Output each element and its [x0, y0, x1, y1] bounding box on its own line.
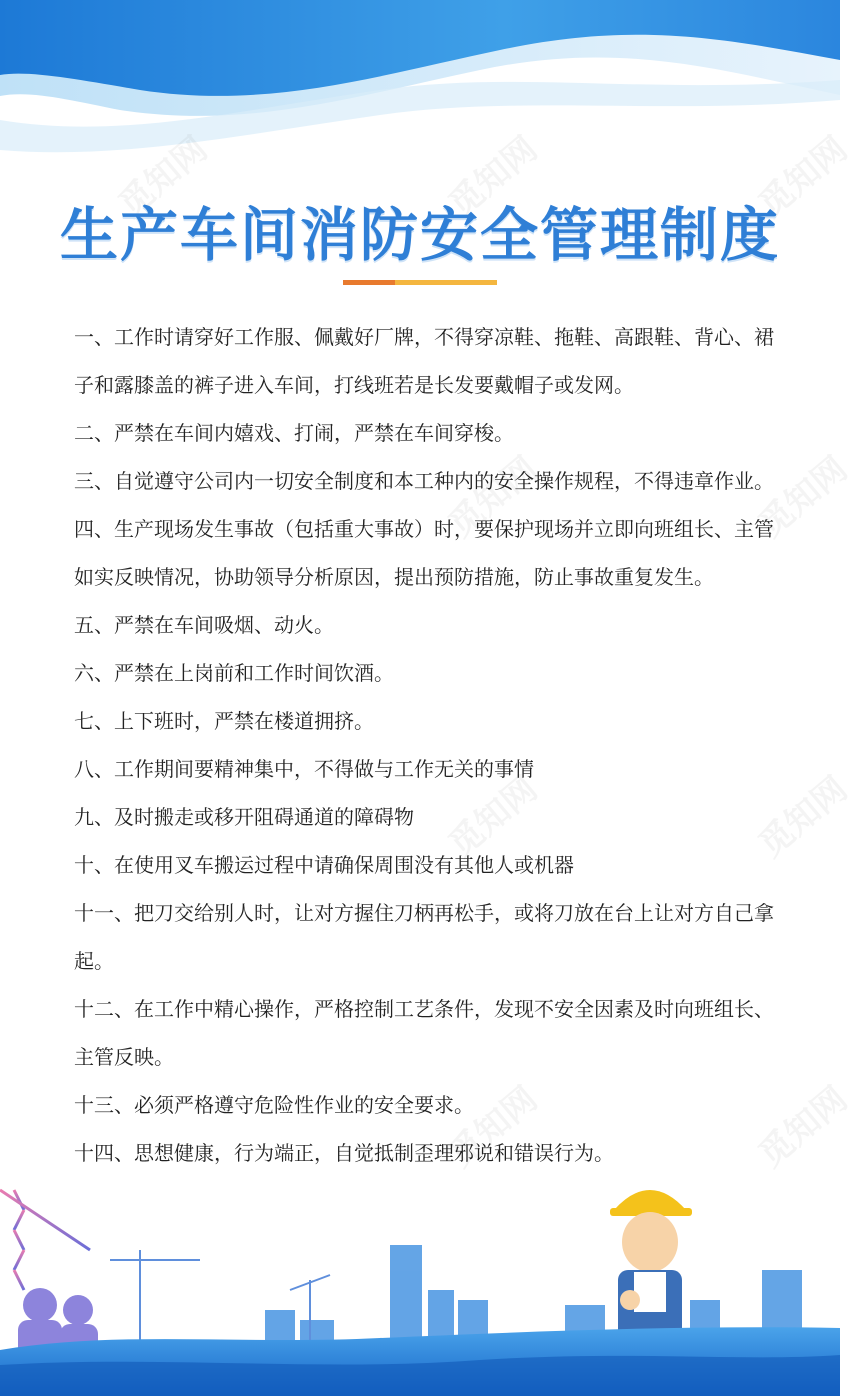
rule-item: 九、及时搬走或移开阻碍通道的障碍物: [74, 805, 414, 829]
watermark: 觅知网: [441, 129, 546, 226]
underline-yellow-segment: [395, 280, 497, 285]
watermark: 觅知网: [751, 129, 856, 226]
watermark: 觅知网: [441, 449, 546, 546]
title-underline: [343, 280, 497, 285]
watermark: 觅知网: [751, 449, 856, 546]
watermark: 觅知网: [751, 769, 856, 866]
rule-item: 十三、必须严格遵守危险性作业的安全要求。: [74, 1093, 474, 1117]
bottom-scene-illustration: [0, 1150, 840, 1396]
rule-item: 一、工作时请穿好工作服、佩戴好厂牌，不得穿凉鞋、拖鞋、高跟鞋、背心、裙子和露膝盖的裤子进入车间，打线班若是长发要戴帽子或发网。: [74, 325, 774, 397]
rule-item: 二、严禁在车间内嬉戏、打闹，严禁在车间穿梭。: [74, 421, 514, 445]
underline-orange-segment: [343, 280, 395, 285]
watermark: 觅知网: [441, 769, 546, 866]
rule-item: 十一、把刀交给别人时，让对方握住刀柄再松手，或将刀放在台上让对方自己拿起。: [74, 901, 774, 973]
rule-item: 十四、思想健康，行为端正，自觉抵制歪理邪说和错误行为。: [74, 1141, 614, 1165]
rule-item: 五、严禁在车间吸烟、动火。: [74, 613, 334, 637]
watermark: 觅知网: [441, 1079, 546, 1176]
rule-item: 十二、在工作中精心操作，严格控制工艺条件，发现不安全因素及时向班组长、主管反映。: [74, 997, 774, 1069]
rule-item: 六、严禁在上岗前和工作时间饮酒。: [74, 661, 394, 685]
poster-title: 生产车间消防安全管理制度: [59, 201, 780, 269]
watermark: 觅知网: [751, 1079, 856, 1176]
rule-item: 三、自觉遵守公司内一切安全制度和本工种内的安全操作规程，不得违章作业。: [74, 469, 774, 493]
watermark: 觅知网: [111, 129, 216, 226]
rule-item: 十、在使用叉车搬运过程中请确保周围没有其他人或机器: [74, 853, 574, 877]
top-wave-decoration: [0, 0, 840, 170]
rule-item: 四、生产现场发生事故（包括重大事故）时，要保护现场并立即向班组长、主管如实反映情况，协助领导分析原因，提出预防措施，防止事故重复发生。: [74, 517, 774, 589]
rules-list: [74, 313, 774, 1177]
rule-item: 七、上下班时，严禁在楼道拥挤。: [74, 709, 374, 733]
rule-item: 八、工作期间要精神集中，不得做与工作无关的事情: [74, 757, 534, 781]
